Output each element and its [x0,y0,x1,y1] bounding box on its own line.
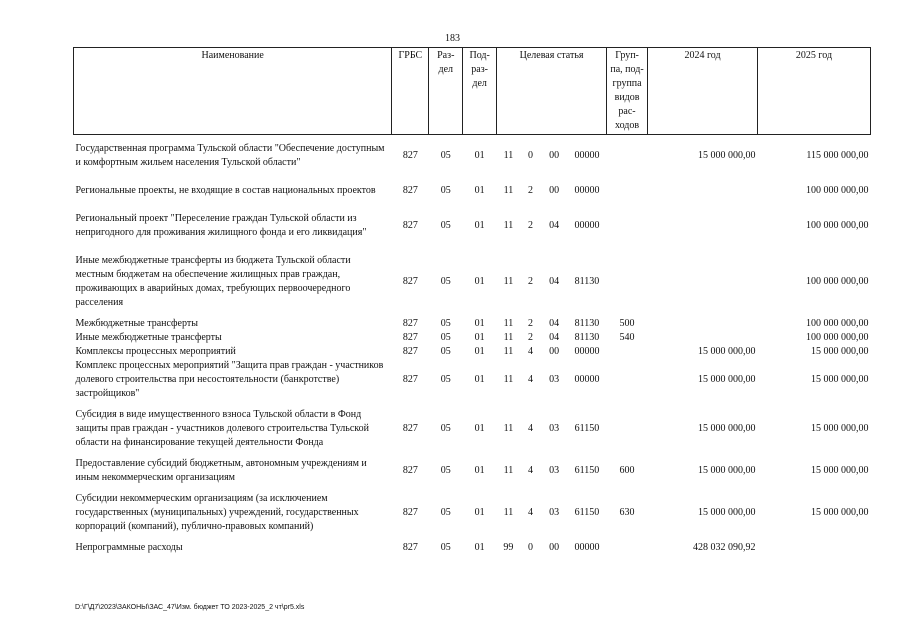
cell-t4: 61150 [574,465,600,476]
cell-vr [607,359,648,401]
table-row [74,541,871,555]
header-group: Груп- па, под- группа видов рас- ходов [607,48,648,135]
cell-rz: 05 [440,374,451,385]
cell-rz: 05 [440,150,451,161]
cell-grbs: 827 [402,150,418,161]
cell-y2024: 15 000 000,00 [697,423,756,434]
table-row [74,485,871,541]
table-row [74,247,871,317]
cell-y2024: 428 032 090,92 [692,542,756,553]
cell-t1: 11 [503,185,514,196]
cell-t1: 11 [503,374,514,385]
cell-rz: 05 [440,507,451,518]
cell-t3: 04 [549,276,560,287]
cell-t1: 11 [503,150,514,161]
cell-vr [607,135,648,178]
cell-name: Региональный проект "Переселение граждан Тульской области из непригодного для проживания жилищного фонда и его ликвидация" [75,213,367,238]
cell-y2024: 15 000 000,00 [697,150,756,161]
cell-prz: 01 [474,332,485,343]
cell-t2: 4 [527,465,533,476]
cell-t2: 2 [527,332,533,343]
header-name: Наименование [74,48,392,135]
cell-t1: 99 [503,542,514,553]
cell-t2: 2 [527,276,533,287]
cell-grbs: 827 [402,346,418,357]
cell-prz: 01 [474,542,485,553]
cell-prz: 01 [474,185,485,196]
cell-t4: 81130 [574,276,600,287]
cell-t1: 11 [503,346,514,357]
cell-grbs: 827 [402,276,418,287]
cell-rz: 05 [440,542,451,553]
cell-name: Иные межбюджетные трансферты из бюджета Тульской области местным бюджетам на обеспечение жилищных прав граждан, проживающих в аварийных домах, требующих первоочередного расселения [75,255,351,308]
table-header-row [74,48,871,135]
cell-name: Субсидии некоммерческим организациям (за исключением государственных (муниципальных) учреждений, государственных корпораций (компаний), публично-правовых компаний) [75,493,359,532]
cell-y2025: 100 000 000,00 [806,318,869,329]
table-row [74,359,871,401]
cell-t2: 2 [527,185,533,196]
cell-y2025: 100 000 000,00 [806,332,869,343]
cell-t4: 61150 [574,507,600,518]
cell-prz: 01 [474,150,485,161]
cell-vr [607,541,648,555]
cell-y2025: 15 000 000,00 [811,346,869,357]
cell-prz: 01 [474,465,485,476]
cell-name: Комплекс процессных мероприятий "Защита прав граждан - участников долевого строительства при несостоятельности (банкротстве) застройщиков" [75,360,384,399]
cell-name: Межбюджетные трансферты [75,318,198,329]
cell-t4: 00000 [574,374,600,385]
cell-vr: 600 [619,465,635,476]
cell-y2025: 15 000 000,00 [811,507,869,518]
cell-t3: 04 [549,318,560,329]
header-grbs: ГРБС [392,48,429,135]
cell-y2025 [757,541,870,555]
cell-t2: 4 [527,423,533,434]
cell-y2024 [648,205,758,247]
cell-t3: 03 [549,507,560,518]
table-row [74,205,871,247]
cell-grbs: 827 [402,507,418,518]
cell-t4: 00000 [574,150,600,161]
cell-prz: 01 [474,276,485,287]
cell-t3: 00 [549,185,560,196]
cell-prz: 01 [474,346,485,357]
table-row [74,177,871,205]
cell-vr: 630 [619,507,635,518]
cell-t4: 00000 [574,220,600,231]
cell-t1: 11 [503,465,514,476]
cell-y2025: 15 000 000,00 [811,423,869,434]
cell-prz: 01 [474,507,485,518]
cell-rz: 05 [440,346,451,357]
table-body [74,135,871,556]
cell-t2: 4 [527,374,533,385]
cell-y2025: 15 000 000,00 [811,465,869,476]
cell-grbs: 827 [402,542,418,553]
cell-name: Иные межбюджетные трансферты [75,332,222,343]
budget-table [73,47,871,555]
table-row [74,331,871,345]
table-row [74,345,871,359]
cell-t3: 03 [549,423,560,434]
cell-name: Непрограммные расходы [75,542,183,553]
cell-t3: 03 [549,374,560,385]
cell-grbs: 827 [402,318,418,329]
cell-vr [607,205,648,247]
cell-t1: 11 [503,507,514,518]
cell-rz: 05 [440,423,451,434]
file-path-footer: D:\Г\Д7\2023\ЗАКОНЫ\ЗАС_47\Изм. бюджет ТО 2023-2025_2 чт\pr5.xls [75,604,305,611]
cell-y2025: 115 000 000,00 [806,150,869,161]
cell-prz: 01 [474,423,485,434]
cell-rz: 05 [440,318,451,329]
cell-vr [607,401,648,457]
cell-t2: 2 [527,220,533,231]
cell-vr [607,247,648,317]
cell-prz: 01 [474,374,485,385]
table-row [74,401,871,457]
cell-vr [607,345,648,359]
cell-t4: 81130 [574,332,600,343]
cell-name: Региональные проекты, не входящие в состав национальных проектов [75,185,376,196]
cell-name: Предоставление субсидий бюджетным, автономным учреждениям и иным некоммерческим организациям [75,458,367,483]
cell-vr: 500 [619,318,635,329]
cell-t2: 0 [527,150,533,161]
header-2025: 2025 год [757,48,870,135]
cell-y2025: 15 000 000,00 [811,374,869,385]
cell-rz: 05 [440,465,451,476]
cell-rz: 05 [440,185,451,196]
cell-t1: 11 [503,318,514,329]
cell-t3: 03 [549,465,560,476]
cell-t1: 11 [503,423,514,434]
header-razdel: Раз- дел [429,48,463,135]
cell-y2025: 100 000 000,00 [806,220,869,231]
cell-grbs: 827 [402,332,418,343]
cell-y2024: 15 000 000,00 [697,374,756,385]
header-2024: 2024 год [648,48,758,135]
cell-t2: 0 [527,542,533,553]
cell-t4: 00000 [574,185,600,196]
table-row [74,457,871,485]
page-number: 183 [445,33,460,44]
cell-rz: 05 [440,220,451,231]
table-row [74,317,871,331]
header-target: Целевая статья [497,48,607,135]
cell-y2025: 100 000 000,00 [806,276,869,287]
cell-t3: 04 [549,220,560,231]
cell-t1: 11 [503,220,514,231]
cell-name: Субсидия в виде имущественного взноса Тульской области в Фонд защиты прав граждан - участников долевого строительства Тульской области на финансирование текущей деятельности Фонда [75,409,369,448]
cell-prz: 01 [474,220,485,231]
cell-y2025: 100 000 000,00 [806,185,869,196]
cell-t3: 00 [549,542,560,553]
cell-t4: 00000 [574,542,600,553]
cell-t3: 04 [549,332,560,343]
cell-rz: 05 [440,332,451,343]
cell-t1: 11 [503,276,514,287]
header-podrazdel: Под- раз- дел [463,48,497,135]
cell-name: Государственная программа Тульской области "Обеспечение доступным и комфортным жильем населения Тульской области" [75,143,385,168]
table-row [74,135,871,178]
cell-t2: 4 [527,346,533,357]
cell-y2024: 15 000 000,00 [697,507,756,518]
cell-y2024 [648,317,758,331]
cell-y2024: 15 000 000,00 [697,346,756,357]
cell-y2024 [648,331,758,345]
cell-name: Комплексы процессных мероприятий [75,346,236,357]
cell-t2: 4 [527,507,533,518]
cell-rz: 05 [440,276,451,287]
cell-t3: 00 [549,150,560,161]
cell-t4: 61150 [574,423,600,434]
cell-t1: 11 [503,332,514,343]
cell-t3: 00 [549,346,560,357]
cell-grbs: 827 [402,185,418,196]
cell-grbs: 827 [402,423,418,434]
cell-grbs: 827 [402,374,418,385]
cell-t2: 2 [527,318,533,329]
cell-vr: 540 [619,332,635,343]
cell-grbs: 827 [402,465,418,476]
cell-t4: 00000 [574,346,600,357]
cell-vr [607,177,648,205]
cell-y2024: 15 000 000,00 [697,465,756,476]
cell-t4: 81130 [574,318,600,329]
cell-prz: 01 [474,318,485,329]
cell-y2024 [648,177,758,205]
cell-grbs: 827 [402,220,418,231]
cell-y2024 [648,247,758,317]
